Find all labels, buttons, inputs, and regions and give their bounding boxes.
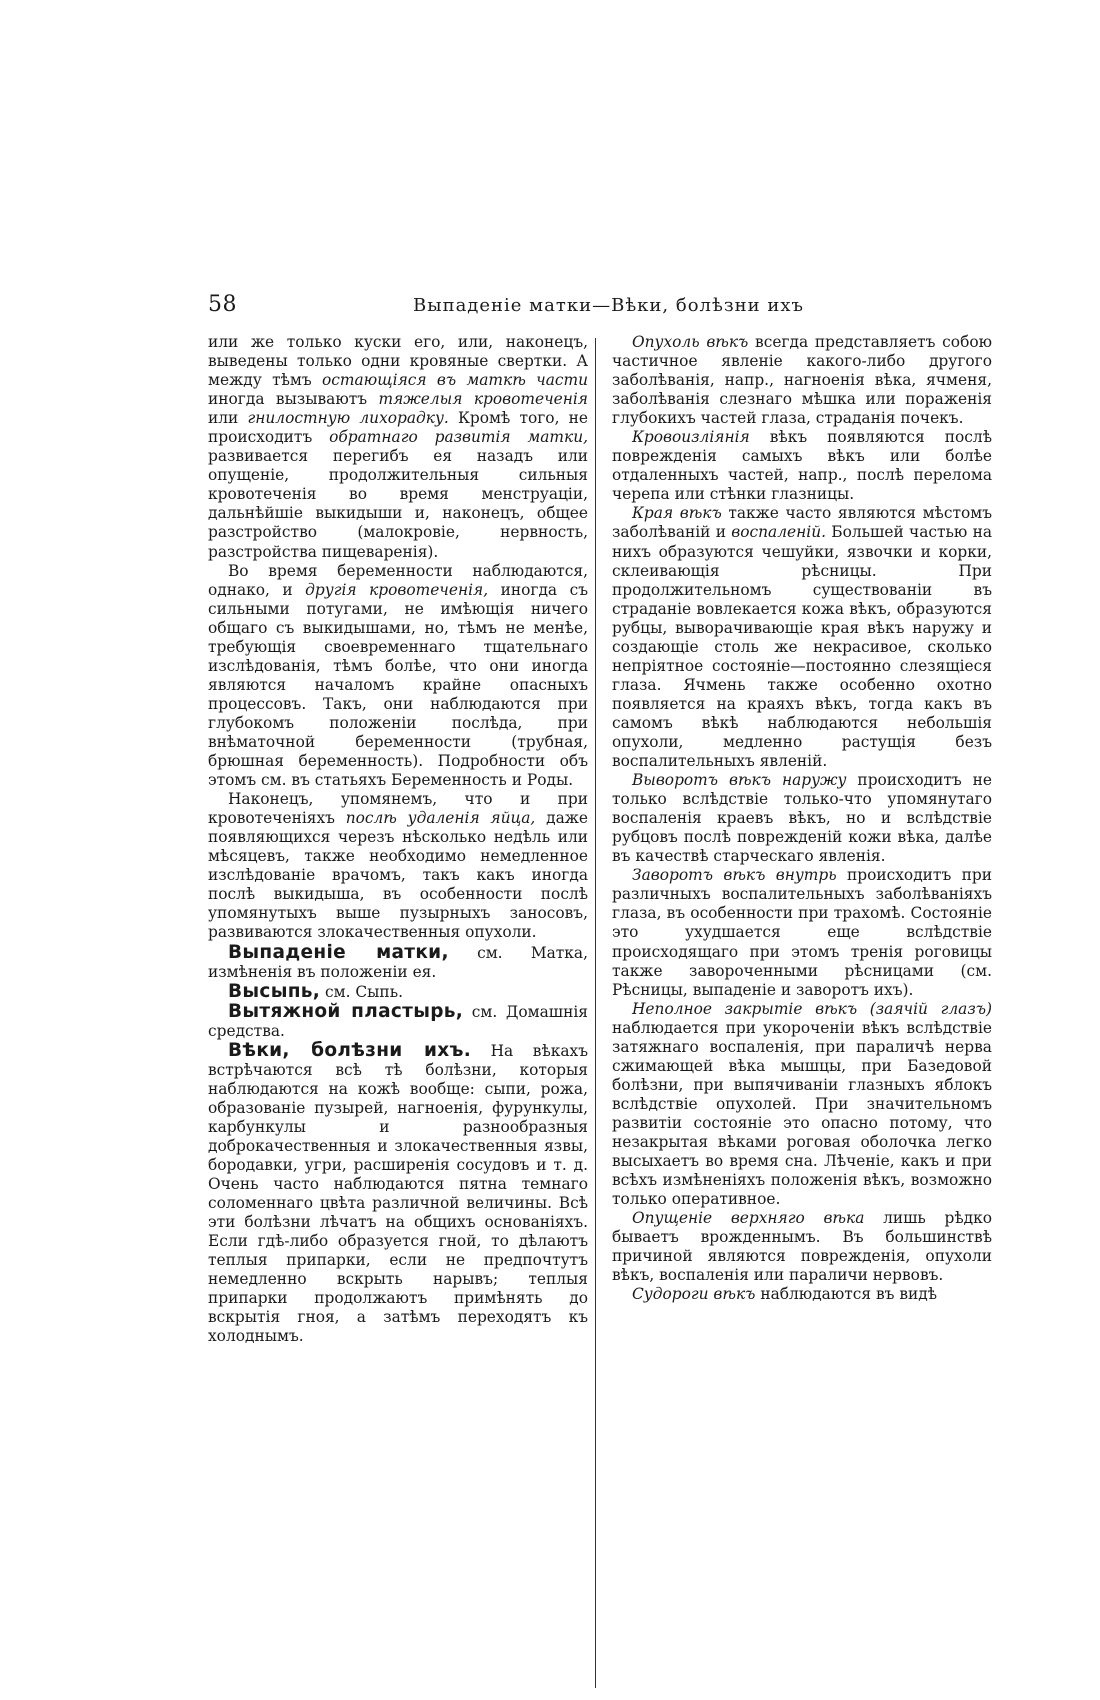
- paragraph: Судороги вѣкъ наблюдаются въ видѣ: [632, 1285, 938, 1304]
- column-divider: [595, 338, 596, 1688]
- paragraph: или же только куски его, или, наконецъ, выведены только одни кровяные свертки. А между тѣмъ остающіяся въ маткѣ части иногда вызываютъ тяжелыя кровотеченія или гнилостную лихорадку. Кромѣ того, не происходитъ обратнаго развитія матки, развивается перегибъ ея назадъ или опущеніе, продолжительныя сильныя кровотеченія во время менструаціи, дальнѣйшіе выкидыши и, наконецъ, общее разстройство (малокровіе, нервность, разстройства пищеваренія).: [208, 333, 588, 561]
- paragraph: Наконецъ, упомянемъ, что и при кровотеченіяхъ послѣ удаленія яйца, даже появляющихся черезъ нѣсколько недѣль или мѣсяцевъ, также необходимо немедленное изслѣдованіе врачомъ, такъ какъ иногда послѣ выкидыша, въ особенности послѣ упомянутыхъ выше пузырныхъ заносовъ, развиваются злокачественныя опухоли.: [208, 790, 589, 942]
- running-title: Выпаденіе матки—Вѣки, болѣзни ихъ: [413, 295, 804, 316]
- paragraph: Заворотъ вѣкъ внутрь происходитъ при различныхъ воспалительныхъ заболѣваніяхъ глаза, въ особенности при трахомѣ. Состояніе это ухудшается еще вслѣдствіе происходящаго при этомъ тренія роговицы также завороченными рѣсницами (см. Рѣсницы, выпаденіе и заворотъ ихъ).: [612, 866, 992, 999]
- paragraph: Во время беременности наблюдаются, однако, и другія кровотеченія, иногда съ сильными потугами, не имѣющія ничего общаго съ выкидышами, но, тѣмъ не менѣе, требующія своевременнаго тщательнаго изслѣдованія, тѣмъ болѣе, что они иногда являются началомъ крайне опасныхъ процессовъ. Такъ, они наблюдаются при глубокомъ положеніи послѣда, при внѣматочной беременности (трубная, брюшная беременность). Подробности объ этомъ см. въ статьяхъ Беременность и Роды.: [208, 561, 588, 790]
- left-column: [208, 333, 588, 1346]
- entry-title: Вытяжной пластырь,: [228, 1000, 464, 1022]
- entry-title: Вѣки, болѣзни ихъ.: [228, 1039, 472, 1061]
- paragraph: Опущеніе верхняго вѣка лишь рѣдко бываетъ врожденнымъ. Въ большинствѣ причиной являются поврежденія, опухоли вѣкъ, воспаленія или параличи нервовъ.: [612, 1209, 992, 1285]
- dictionary-entry: Высыпь, см. Сыпь.: [228, 980, 403, 1002]
- dictionary-entry: Вѣки, болѣзни ихъ. На вѣкахъ встрѣчаются всѣ тѣ болѣзни, которыя наблюдаются на кожѣ вообще: сыпи, рожа, образованіе пузырей, нагноенія, фурункулы, карбункулы и разнообразныя доброкачественныя и злокачественныя язвы, бородавки, угри, расширенія сосудовъ и т. д. Очень часто наблюдаются пятна темнаго соломеннаго цвѣта различной величины. Всѣ эти болѣзни лѣчатъ на общихъ основаніяхъ. Если гдѣ-либо образуется гной, то дѣлаютъ теплыя припарки, если не предпочтутъ немедленно вскрыть нарывъ; теплыя припарки продолжаютъ примѣнять до вскрытія гноя, а затѣмъ переходятъ къ холоднымъ.: [208, 1039, 588, 1346]
- dictionary-entry: Вытяжной пластырь, см. Домашнія средства.: [208, 1000, 588, 1040]
- paragraph: Опухоль вѣкъ всегда представляетъ собою частичное явленіе какого-либо другого заболѣванія, напр., нагноенія вѣка, ячменя, заболѣванія слезнаго мѣшка или пораженія глубокихъ частей глаза, страданія почекъ.: [612, 333, 993, 428]
- page-number: 58: [208, 292, 237, 317]
- entry-title: Высыпь,: [228, 980, 321, 1002]
- entry-title: Выпаденіе матки,: [228, 941, 449, 963]
- dictionary-entry: Выпаденіе матки, см. Матка, измѣненія въ положеніи ея.: [208, 941, 588, 981]
- right-column: [612, 333, 992, 1304]
- page-header: [208, 292, 980, 317]
- paragraph: Края вѣкъ также часто являются мѣстомъ заболѣваній и воспаленій. Большей частью на нихъ образуются чешуйки, язвочки и корки, склеивающія рѣсницы. При продолжительномъ существованіи въ страданіе вовлекается кожа вѣкъ, образуются рубцы, выворачивающіе края вѣкъ наружу и создающіе столь же некрасивое, сколько непріятное состояніе—постоянно слезящіеся глаза. Ячмень также особенно охотно появляется на краяхъ вѣкъ, тогда какъ въ самомъ вѣкѣ наблюдаются небольшія опухоли, медленно растущія безъ воспалительныхъ явленій.: [612, 504, 993, 771]
- paragraph: Кровоизліянія вѣкъ появляются послѣ поврежденія самыхъ вѣкъ или болѣе отдаленныхъ частей, напр., послѣ перелома черепа или стѣнки глазницы.: [612, 428, 992, 504]
- paragraph: Неполное закрытіе вѣкъ (заячій глазъ) наблюдается при укороченіи вѣкъ вслѣдствіе затяжнаго воспаленія, при параличѣ нерва сжимающей вѣка мышцы, при Базедовой болѣзни, при выпячиваніи глазныхъ яблокъ вслѣдствіе опухолей. При значительномъ развитіи состояніе это опасно потому, что незакрытая вѣками роговая оболочка легко высыхаетъ во время сна. Лѣченіе, какъ и при всѣхъ измѣненіяхъ положенія вѣкъ, возможно только оперативное.: [612, 999, 992, 1209]
- paragraph: Выворотъ вѣкъ наружу происходитъ не только вслѣдствіе только-что упомянутаго воспаленія краевъ вѣкъ, но и вслѣдствіе рубцовъ послѣ поврежденій кожи вѣка, далѣе въ качествѣ старческаго явленія.: [612, 771, 992, 866]
